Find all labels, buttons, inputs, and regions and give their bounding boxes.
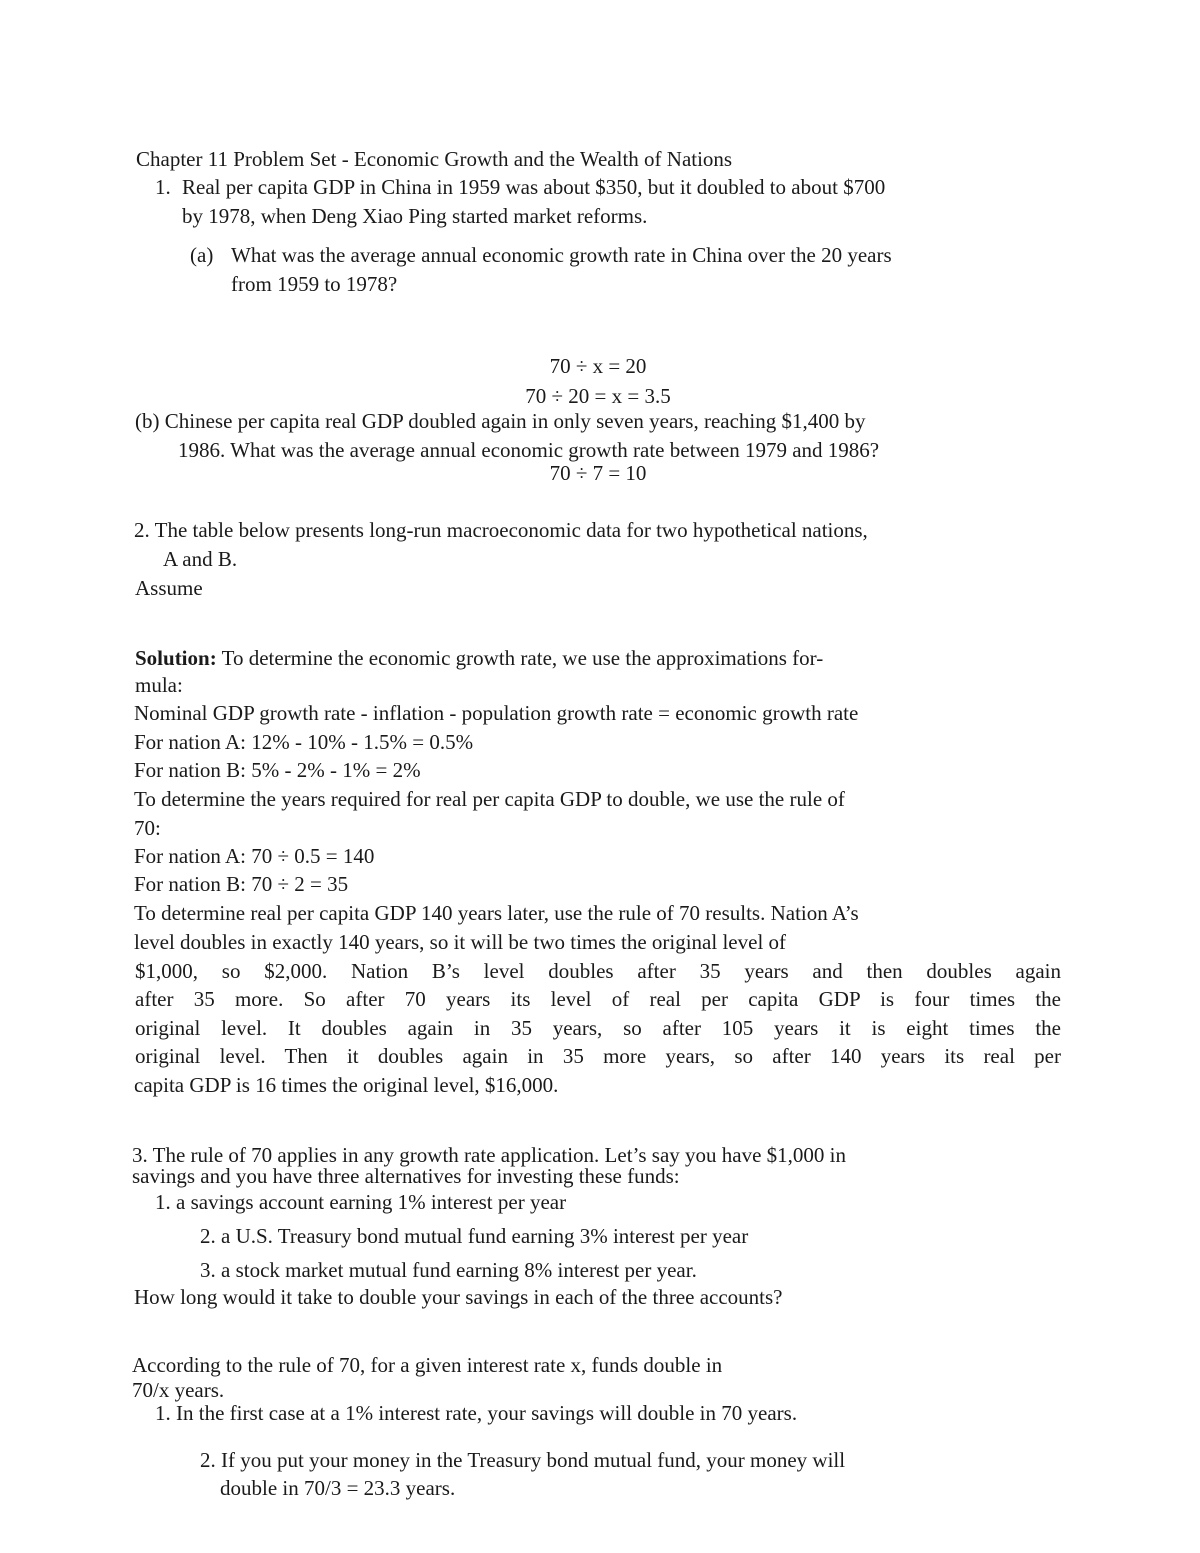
q2-nation-a-growth: For nation A: 12% - 10% - 1.5% = 0.5% [134,730,474,754]
q3-text-line-2: savings and you have three alternatives for investing these funds: [132,1164,680,1188]
q2-solution-line-1 [135,648,823,669]
page-title: Chapter 11 Problem Set - Economic Growth and the Wealth of Nations [136,147,733,171]
q2-paragraph-line-4: after 35 more. So after 70 years its level of real per capita GDP is four times the [135,987,1061,1011]
q2-text-line-2: A and B. [163,547,238,571]
q2-assume: Assume [135,576,203,600]
q3-answer-item-2-line-1: 2. If you put your money in the Treasury bond mutual fund, your money will [200,1448,846,1472]
q3-question: How long would it take to double your savings in each of the three accounts? [134,1285,783,1309]
q2-paragraph-line-1: To determine real per capita GDP 140 years later, use the rule of 70 results. Nation A’s [134,901,859,925]
q3-answer-line-2: 70/x years. [132,1378,225,1402]
q1-text-line-1: Real per capita GDP in China in 1959 was about $350, but it doubled to about $700 [182,175,886,199]
q1a-equation-2: 70 ÷ 20 = x = 3.5 [525,384,671,408]
q2-paragraph-line-6: original level. Then it doubles again in 35 more years, so after 140 years its real per [135,1044,1061,1068]
q2-solution-line-2: mula: [135,673,183,697]
q2-paragraph-line-2: level doubles in exactly 140 years, so it will be two times the original level of [134,930,787,954]
q2-nation-b-growth: For nation B: 5% - 2% - 1% = 2% [134,758,421,782]
q3-option-1: 1. a savings account earning 1% interest per year [155,1190,567,1214]
q2-rule70-line-1: To determine the years required for real per capita GDP to double, we use the rule of [134,787,845,811]
q3-answer-line-1: According to the rule of 70, for a given interest rate x, funds double in [132,1353,723,1377]
q1a-text-line-2: from 1959 to 1978? [231,272,398,296]
q2-paragraph-line-3: $1,000, so $2,000. Nation B’s level doubles after 35 years and then doubles again [135,959,1061,983]
q1b-text-line-2: 1986. What was the average annual economic growth rate between 1979 and 1986? [178,438,880,462]
q2-formula: Nominal GDP growth rate - inflation - population growth rate = economic growth rate [134,701,859,725]
q2-paragraph-line-5: original level. It doubles again in 35 years, so after 105 years it is eight times the [135,1016,1061,1040]
solution-intro: To determine the economic growth rate, we use the approximations for- [221,646,824,670]
q3-option-3: 3. a stock market mutual fund earning 8% interest per year. [200,1258,697,1282]
q2-nation-a-years: For nation A: 70 ÷ 0.5 = 140 [134,844,375,868]
q1a-label: (a) [190,243,214,267]
q1b-equation: 70 ÷ 7 = 10 [549,461,647,485]
q2-paragraph-line-7: capita GDP is 16 times the original level, $16,000. [134,1073,559,1097]
q3-text-line-1: 3. The rule of 70 applies in any growth rate application. Let’s say you have $1,000 in [132,1143,847,1167]
q1-number: 1. [155,175,171,199]
q1-text-line-2: by 1978, when Deng Xiao Ping started market reforms. [182,204,648,228]
q1a-equation-1: 70 ÷ x = 20 [549,354,647,378]
solution-label: Solution: [135,646,217,670]
q3-answer-item-2-line-2: double in 70/3 = 23.3 years. [220,1476,456,1500]
q1b-text-line-1: (b) Chinese per capita real GDP doubled again in only seven years, reaching $1,400 by [135,409,866,433]
q2-rule70-line-2: 70: [134,816,161,840]
q3-answer-item-1: 1. In the first case at a 1% interest rate, your savings will double in 70 years. [155,1401,798,1425]
q3-option-2: 2. a U.S. Treasury bond mutual fund earning 3% interest per year [200,1224,749,1248]
q2-nation-b-years: For nation B: 70 ÷ 2 = 35 [134,872,349,896]
q1a-text-line-1: What was the average annual economic growth rate in China over the 20 years [231,243,892,267]
q2-text-line-1: 2. The table below presents long-run macroeconomic data for two hypothetical nations, [134,518,868,542]
